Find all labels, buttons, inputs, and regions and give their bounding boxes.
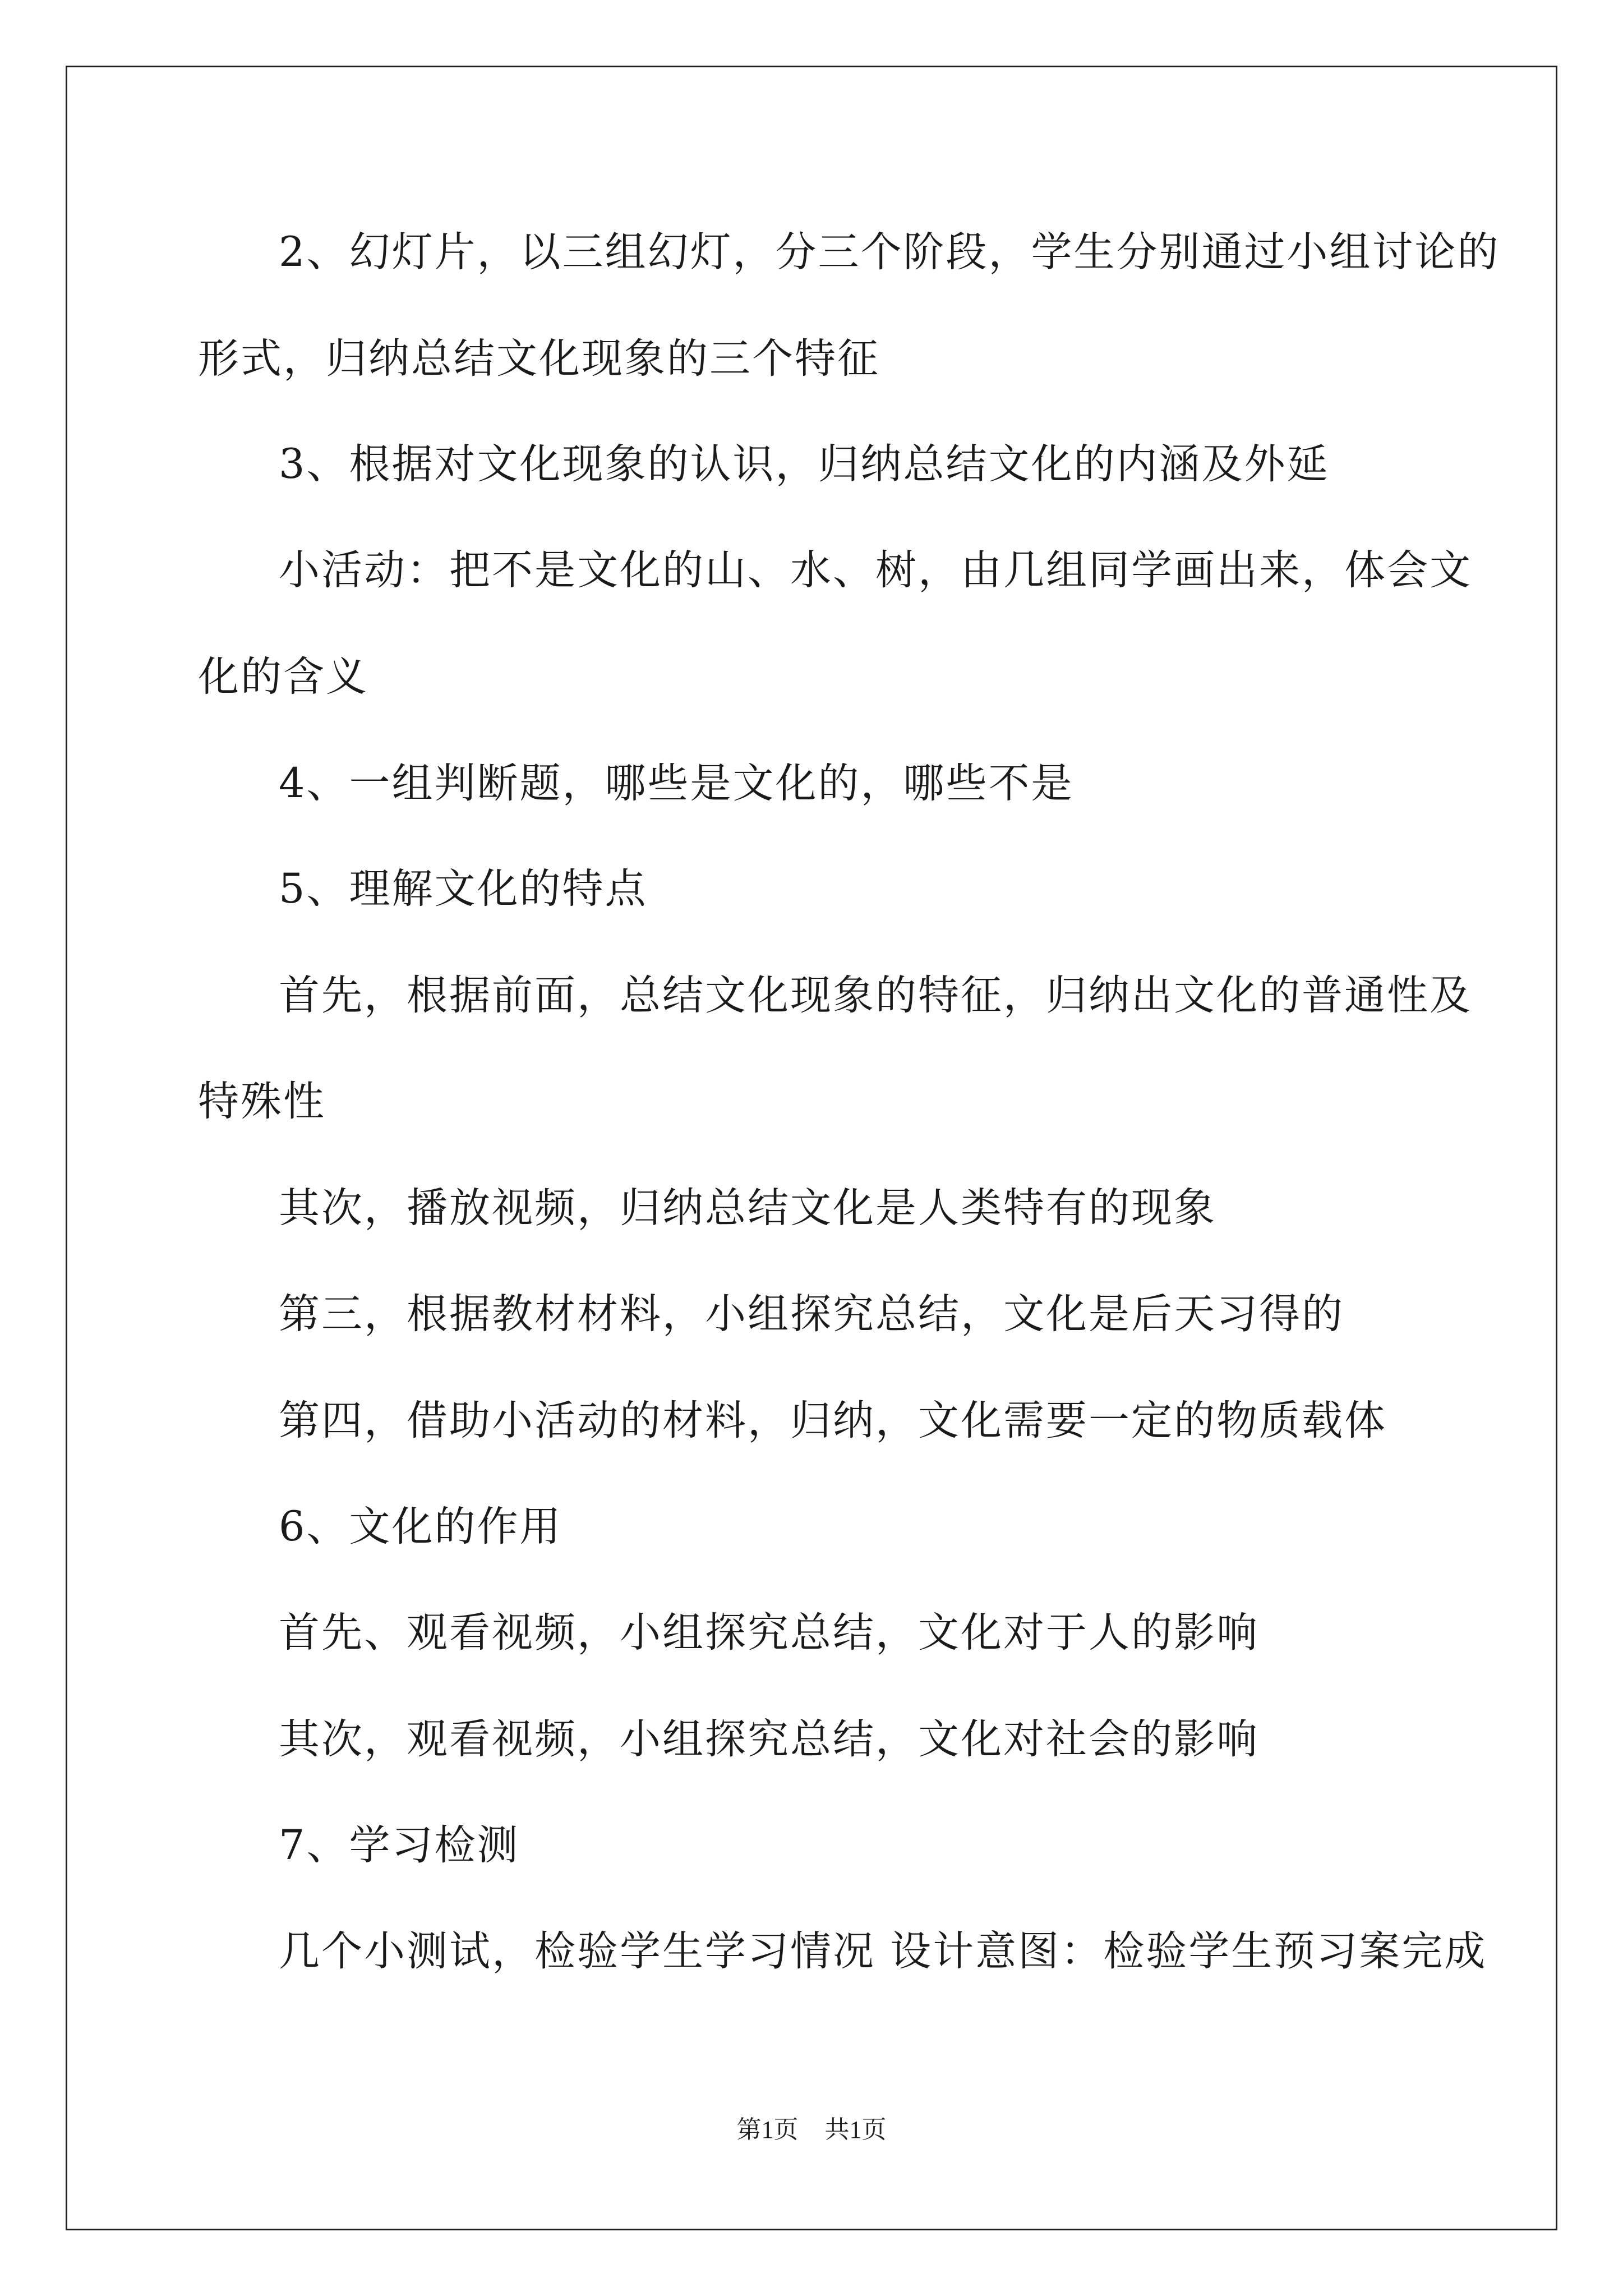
page-border — [66, 66, 1557, 2230]
paragraph-line: 7、学习检测 — [279, 1821, 520, 1869]
paragraph-line: 首先，根据前面，总结文化现象的特征，归纳出文化的普通性及 — [279, 972, 1472, 1019]
paragraph-line: 小活动：把不是文化的山、水、树，由几组同学画出来，体会文 — [279, 546, 1472, 594]
paragraph-line: 其次，观看视频，小组探究总结，文化对社会的影响 — [279, 1715, 1259, 1763]
paragraph-line: 5、理解文化的特点 — [279, 865, 648, 913]
paragraph-line: 首先、观看视频，小组探究总结，文化对于人的影响 — [279, 1609, 1259, 1657]
page-footer — [0, 2109, 1623, 2145]
paragraph-line: 形式，归纳总结文化现象的三个特征 — [198, 335, 880, 383]
paragraph-line: 化的含义 — [198, 653, 368, 701]
paragraph-line: 第三，根据教材材料，小组探究总结，文化是后天习得的 — [279, 1290, 1344, 1338]
paragraph-line: 特殊性 — [198, 1078, 326, 1125]
paragraph-line: 2、幻灯片，以三组幻灯，分三个阶段，学生分别通过小组讨论的 — [279, 228, 1500, 276]
paragraph-line: 几个小测试，检验学生学习情况 设计意图：检验学生预习案完成 — [279, 1927, 1487, 1975]
paragraph-line: 其次，播放视频，归纳总结文化是人类特有的现象 — [279, 1184, 1216, 1232]
paragraph-line: 4、一组判断题，哪些是文化的，哪些不是 — [279, 760, 1074, 807]
page-number: 第1页 — [736, 2116, 799, 2143]
paragraph-line: 第四，借助小活动的材料，归纳，文化需要一定的物质载体 — [279, 1397, 1387, 1444]
paragraph-line: 6、文化的作用 — [279, 1503, 562, 1550]
page-total: 共1页 — [824, 2116, 887, 2143]
paragraph-line: 3、根据对文化现象的认识，归纳总结文化的内涵及外延 — [279, 440, 1330, 488]
